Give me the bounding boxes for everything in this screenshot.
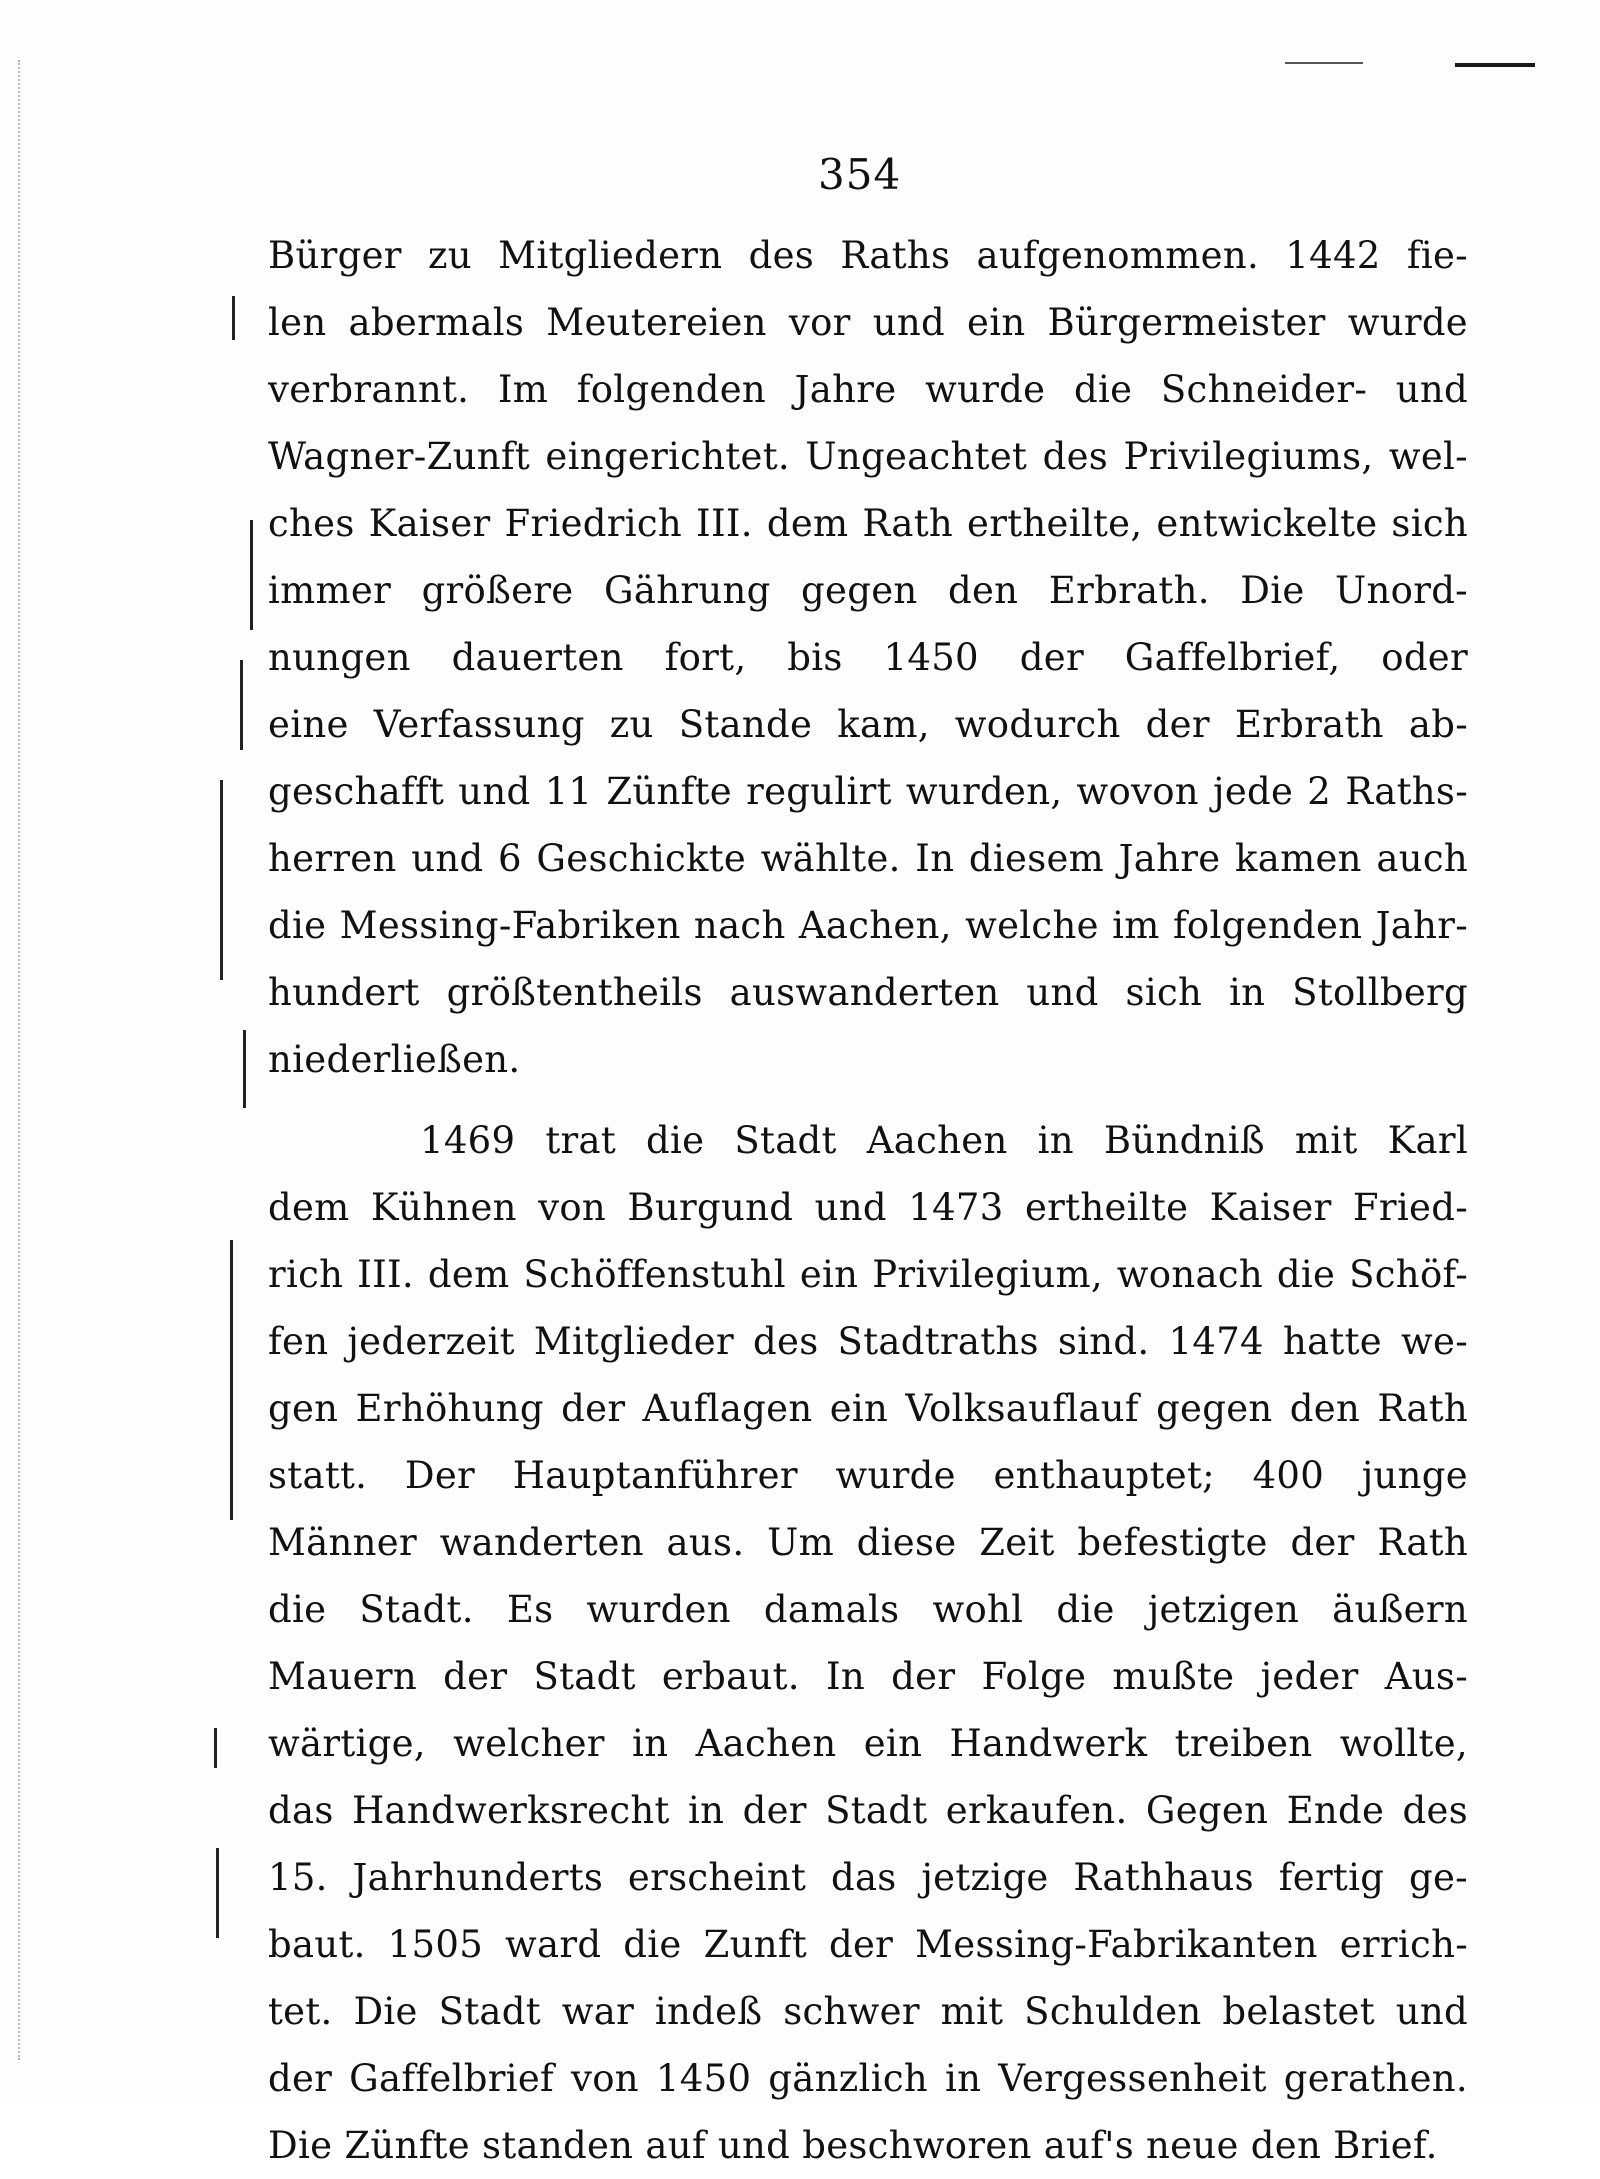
paragraph xyxy=(268,222,1468,1093)
margin-mark xyxy=(240,660,243,750)
text-line: eine Verfassung zu Stande kam, wodurch der Erbrath ab- xyxy=(268,703,1468,746)
text-line: das Handwerksrecht in der Stadt erkaufen. Gegen Ende des xyxy=(268,1789,1468,1832)
text-line: ches Kaiser Friedrich III. dem Rath ertheilte, entwickelte sich xyxy=(268,502,1468,545)
text-line: der Gaffelbrief von 1450 gänzlich in Vergessenheit gerathen. xyxy=(268,2057,1468,2100)
paragraph xyxy=(268,1107,1468,2179)
binding-edge xyxy=(18,60,26,2060)
text-line: baut. 1505 ward die Zunft der Messing-Fabrikanten errich- xyxy=(268,1923,1468,1966)
text-line: die Stadt. Es wurden damals wohl die jetzigen äußern xyxy=(268,1588,1468,1631)
text-line: wärtige, welcher in Aachen ein Handwerk treiben wollte, xyxy=(268,1722,1468,1765)
text-line: Bürger zu Mitgliedern des Raths aufgenommen. 1442 fie- xyxy=(268,234,1468,277)
text-line: niederließen. xyxy=(268,1038,521,1081)
margin-mark xyxy=(232,296,235,340)
text-line: rich III. dem Schöffenstuhl ein Privilegium, wonach die Schöf- xyxy=(268,1253,1468,1296)
text-line: 15. Jahrhunderts erscheint das jetzige Rathhaus fertig ge- xyxy=(268,1856,1468,1899)
text-line: tet. Die Stadt war indeß schwer mit Schulden belastet und xyxy=(268,1990,1468,2033)
header-rule-left xyxy=(1285,62,1363,64)
text-line: verbrannt. Im folgenden Jahre wurde die Schneider- und xyxy=(268,368,1468,411)
margin-mark xyxy=(230,1240,233,1520)
text-line: Mauern der Stadt erbaut. In der Folge mußte jeder Aus- xyxy=(268,1655,1468,1698)
header-rule-right xyxy=(1455,63,1535,67)
margin-mark xyxy=(243,1030,246,1108)
text-line: fen jederzeit Mitglieder des Stadtraths sind. 1474 hatte we- xyxy=(268,1320,1468,1363)
text-line: statt. Der Hauptanführer wurde enthauptet; 400 junge xyxy=(268,1454,1468,1497)
text-line: immer größere Gährung gegen den Erbrath. Die Unord- xyxy=(268,569,1468,612)
margin-mark xyxy=(250,520,253,630)
body-text xyxy=(268,222,1468,2179)
text-line: Wagner-Zunft eingerichtet. Ungeachtet des Privilegiums, wel- xyxy=(268,435,1468,478)
page-number: 354 xyxy=(818,150,902,199)
margin-mark xyxy=(214,1728,217,1768)
margin-mark xyxy=(216,1848,219,1938)
text-line: herren und 6 Geschickte wählte. In diesem Jahre kamen auch xyxy=(268,837,1468,880)
text-line: dem Kühnen von Burgund und 1473 ertheilte Kaiser Fried- xyxy=(268,1186,1468,1229)
text-line: nungen dauerten fort, bis 1450 der Gaffelbrief, oder xyxy=(268,636,1468,679)
paragraph-gap xyxy=(268,1093,1468,1107)
margin-mark xyxy=(220,780,223,980)
text-line: Männer wanderten aus. Um diese Zeit befestigte der Rath xyxy=(268,1521,1468,1564)
text-line: die Messing-Fabriken nach Aachen, welche im folgenden Jahr- xyxy=(268,904,1468,947)
text-line: len abermals Meutereien vor und ein Bürgermeister wurde xyxy=(268,301,1468,344)
text-line: Die Zünfte standen auf und beschworen auf's neue den Brief. xyxy=(268,2124,1438,2167)
text-line: geschafft und 11 Zünfte regulirt wurden, wovon jede 2 Raths- xyxy=(268,770,1468,813)
text-line: 1469 trat die Stadt Aachen in Bündniß mit Karl xyxy=(420,1119,1468,1162)
text-line: gen Erhöhung der Auflagen ein Volksauflauf gegen den Rath xyxy=(268,1387,1468,1430)
text-line: hundert größtentheils auswanderten und sich in Stollberg xyxy=(268,971,1468,1014)
